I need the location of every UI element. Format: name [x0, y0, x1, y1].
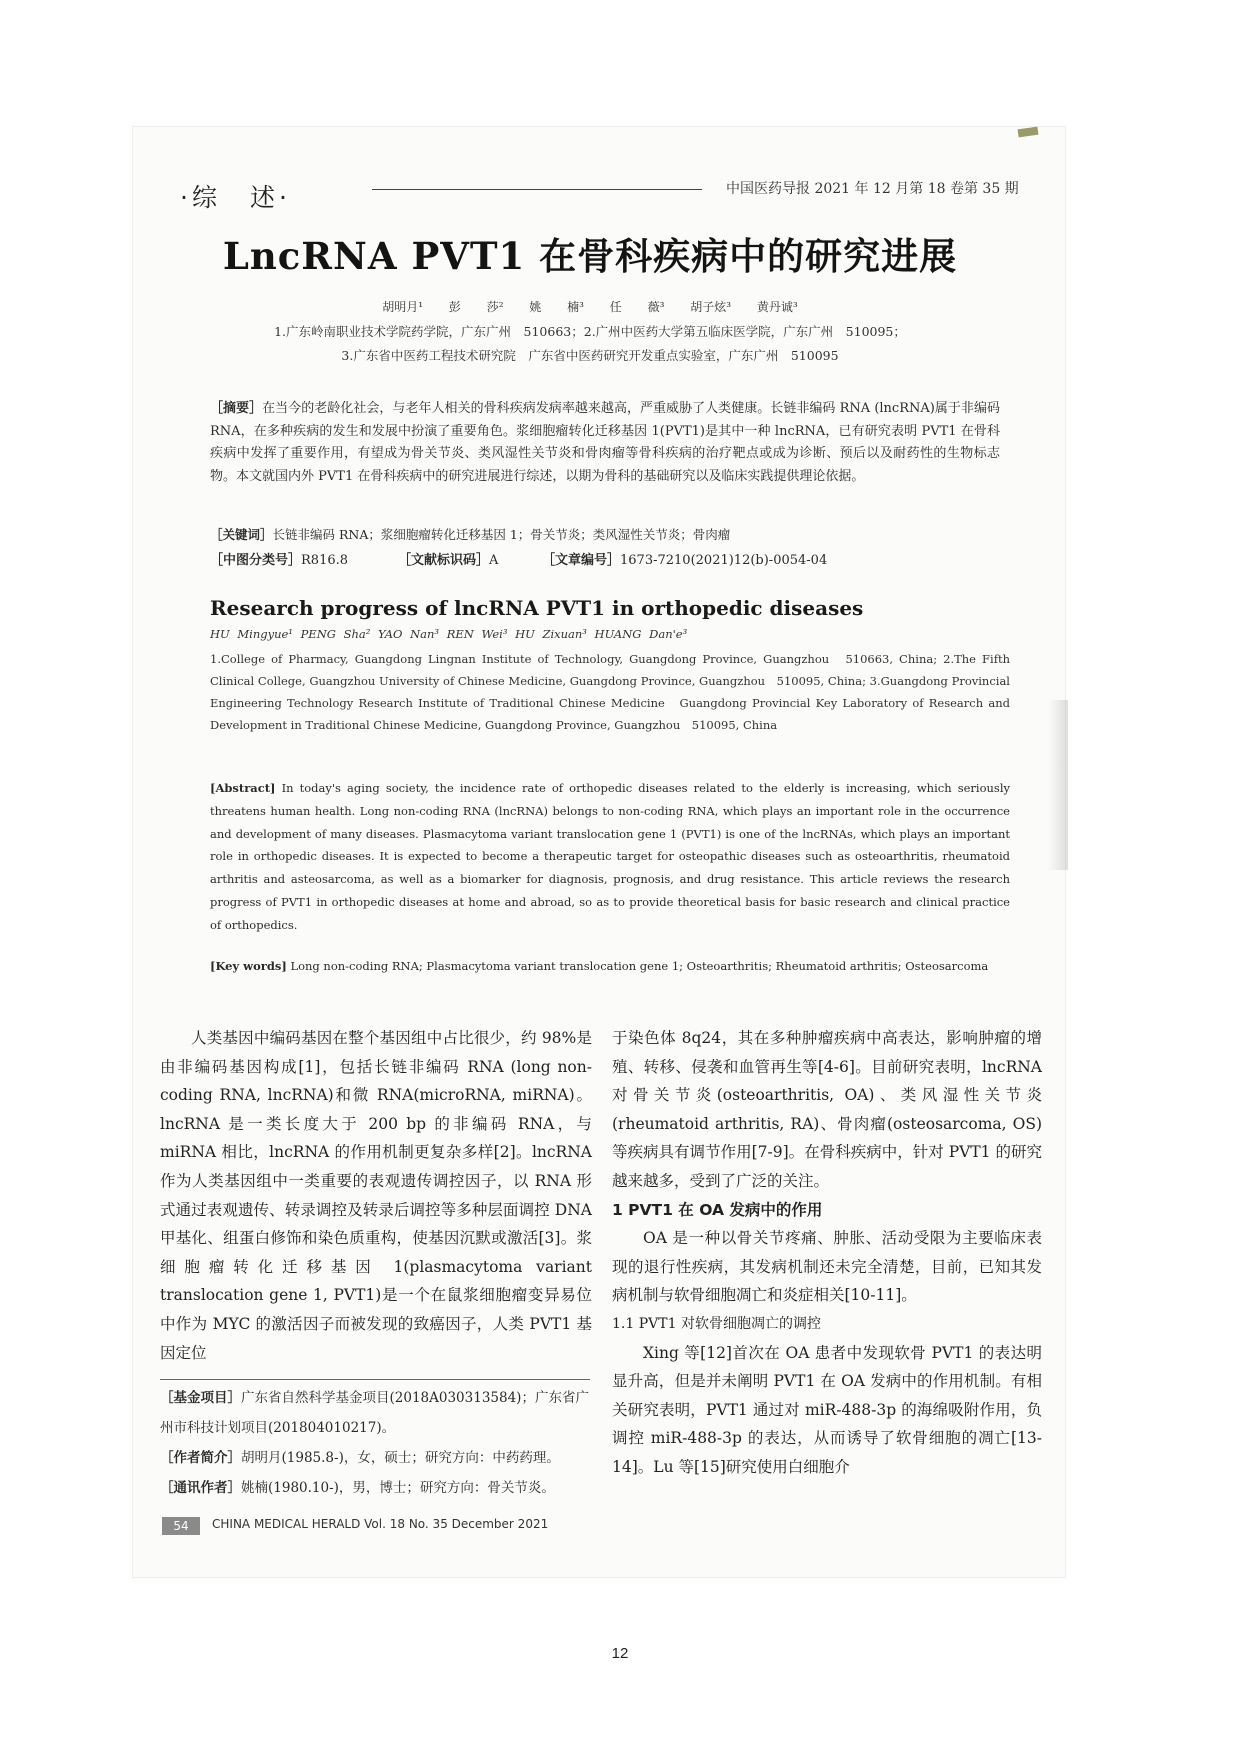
author-note-text: 胡明月(1985.8-)，女，硕士；研究方向：中药药理。: [241, 1450, 560, 1466]
affiliation-line-1: 1.广东岭南职业技术学院药学院，广东广州 510663；2.广州中医药大学第五临床医学院，广东广州 510095；: [274, 324, 906, 339]
article-label: ［文章编号］: [542, 553, 621, 568]
english-abstract-label: [Abstract]: [210, 781, 276, 795]
chinese-keywords: [210, 525, 1010, 543]
doc-label: ［文献标识码］: [398, 553, 490, 568]
chinese-abstract: [210, 398, 1000, 488]
fund-text: 广东省自然科学基金项目(2018A030313584)；广东省广州市科技计划项目(201804010217)。: [160, 1390, 589, 1436]
abstract-text: 在当今的老龄化社会，与老年人相关的骨科疾病发病率越来越高，严重威胁了人类健康。长链非编码 RNA (lncRNA)属于非编码 RNA，在多种疾病的发生和发展中扮演了重要角色。浆细胞瘤转化迁移基因 1(PVT1)是其中一种 lncRNA，已有研究表明 PVT1 在骨科疾病中发挥了重要作用，有望成为骨关节炎、类风湿性关节炎和骨肉瘤等骨科疾病的治疗靶点或成为诊断、预后以及耐药性的生物标志物。本文就国内外 PVT1 在骨科疾病中的研究进展进行综述，以期为骨科的基础研究以及临床实践提供理论依据。: [210, 401, 1000, 484]
english-authors: HU Mingyue¹ PENG Sha² YAO Nan³ REN Wei³ HU Zixuan³ HUANG Dan'e³: [210, 627, 688, 641]
fund-note: [160, 1383, 592, 1443]
section-label: ·综 述·: [180, 183, 291, 212]
footnotes: [160, 1383, 592, 1503]
journal-page-badge: 54: [162, 1517, 200, 1535]
article-value: 1673-7210(2021)12(b)-0054-04: [620, 553, 828, 568]
english-keywords-label: [Key words]: [210, 959, 287, 973]
doc-code: [398, 549, 498, 568]
abstract-label: ［摘要］: [210, 401, 263, 416]
clc-label: ［中图分类号］: [210, 553, 302, 568]
keywords-text: 长链非编码 RNA；浆细胞瘤转化迁移基因 1；骨关节炎；类风湿性关节炎；骨肉瘤: [272, 527, 731, 542]
english-keywords-text: Long non-coding RNA; Plasmacytoma variant translocation gene 1; Osteoarthritis; Rheumatoid arthritis; Osteosarcoma: [290, 959, 989, 973]
body-paragraph: 于染色体 8q24，其在多种肿瘤疾病中高表达，影响肿瘤的增殖、转移、侵袭和血管再生等[4-6]。目前研究表明，lncRNA 对骨关节炎(osteoarthritis, OA)、类风湿性关节炎(rheumatoid arthritis, RA)、骨肉瘤(osteosarcoma, OS)等疾病具有调节作用[7-9]。在骨科疾病中，针对 PVT1 的研究越来越多，受到了广泛的关注。: [612, 1029, 1042, 1190]
affiliation-line-2: 3.广东省中医药工程技术研究院 广东省中医药研究开发重点实验室，广东广州 510095: [341, 348, 839, 363]
clc-value: R816.8: [301, 553, 349, 568]
corresponding-label: ［通讯作者］: [160, 1480, 241, 1496]
body-column-left: [160, 1024, 592, 1367]
author-note: [160, 1443, 592, 1473]
header-rule: [372, 189, 702, 190]
doc-value: A: [489, 553, 499, 568]
article-number: [542, 549, 827, 568]
author-note-label: ［作者简介］: [160, 1450, 241, 1466]
body-paragraph: Xing 等[12]首次在 OA 患者中发现软骨 PVT1 的表达明显升高，但是并未阐明 PVT1 在 OA 发病中的作用机制。有相关研究表明，PVT1 通过对 miR-488-3p 的海绵吸附作用，负调控 miR-488-3p 的表达，从而诱导了软骨细胞的凋亡[13-14]。Lu 等[15]研究使用白细胞介: [612, 1343, 1042, 1476]
body-column-right: [612, 1024, 1042, 1482]
journal-info: 中国医药导报 2021 年 12 月第 18 卷第 35 期: [726, 181, 1019, 197]
english-abstract-text: In today's aging society, the incidence rate of orthopedic diseases related to the elderly is increasing, which seriously threatens human health. Long non-coding RNA (lncRNA) belongs to non-coding RNA, which plays an important role in the occurrence and development of many diseases. Plasmacytoma variant translocation gene 1 (PVT1) is one of the lncRNAs, which plays an important role in orthopedic diseases. It is expected to become a therapeutic target for osteopathic diseases such as osteoarthritis, rheumatoid arthritis and asteosarcoma, as well as a biomarker for diagnosis, prognosis, and drug resistance. This article reviews the research progress of PVT1 in orthopedic diseases at home and abroad, so as to provide theoretical basis for basic research and clinical practice of orthopedics.: [210, 781, 1010, 932]
english-abstract: [210, 777, 1010, 937]
body-paragraph: OA 是一种以骨关节疼痛、肿胀、活动受限为主要临床表现的退行性疾病，其发病机制还未完全清楚，目前，已知其发病机制与软骨细胞凋亡和炎症相关[10-11]。: [612, 1229, 1042, 1305]
author-list: 胡明月¹ 彭 莎² 姚 楠³ 任 薇³ 胡子炫³ 黄丹诚³: [382, 300, 798, 314]
section-heading: 1 PVT1 在 OA 发病中的作用: [612, 1200, 823, 1219]
english-keywords: [210, 955, 1010, 977]
page-number: 12: [611, 1645, 629, 1662]
page-edge-shadow: [1048, 700, 1068, 870]
subsection-heading: 1.1 PVT1 对软骨细胞凋亡的调控: [612, 1315, 821, 1332]
english-title: Research progress of lncRNA PVT1 in orthopedic diseases: [210, 596, 864, 620]
keywords-label: ［关键词］: [210, 527, 273, 542]
journal-footer: CHINA MEDICAL HERALD Vol. 18 No. 35 December 2021: [212, 1517, 549, 1531]
body-paragraph: 人类基因中编码基因在整个基因组中占比很少，约 98%是由非编码基因构成[1]，包括长链非编码 RNA (long non-coding RNA, lncRNA)和微 RNA(microRNA, miRNA)。lncRNA 是一类长度大于 200 bp 的非编码 RNA，与 miRNA 相比，lncRNA 的作用机制更复杂多样[2]。lncRNA 作为人类基因组中一类重要的表观遗传调控因子，以 RNA 形式通过表观遗传、转录调控及转录后调控等多种层面调控 DNA 甲基化、组蛋白修饰和染色质重构，使基因沉默或激活[3]。浆细胞瘤转化迁移基因 1(plasmacytoma variant translocation gene 1, PVT1)是一个在鼠浆细胞瘤变异易位中作为 MYC 的激活因子而被发现的致癌因子，人类 PVT1 基因定位: [160, 1029, 592, 1362]
corresponding-note: [160, 1473, 592, 1503]
footnote-rule: [160, 1379, 590, 1380]
english-affiliations: 1.College of Pharmacy, Guangdong Lingnan Institute of Technology, Guangdong Province, Guangzhou 510663, China; 2.The Fifth Clinical College, Guangzhou University of Chinese Medicine, Guangdong Province, Guangzhou 510095, China; 3.Guangdong Provincial Engineering Technology Research Institute of Traditional Chinese Medicine Guangdong Provincial Key Laboratory of Research and Development in Traditional Chinese Medicine, Guangdong Province, Guangzhou 510095, China: [210, 652, 1010, 732]
corresponding-text: 姚楠(1980.10-)，男，博士；研究方向：骨关节炎。: [241, 1480, 555, 1496]
clc-number: [210, 549, 348, 568]
article-title: LncRNA PVT1 在骨科疾病中的研究进展: [222, 234, 958, 278]
fund-label: ［基金项目］: [160, 1390, 241, 1406]
